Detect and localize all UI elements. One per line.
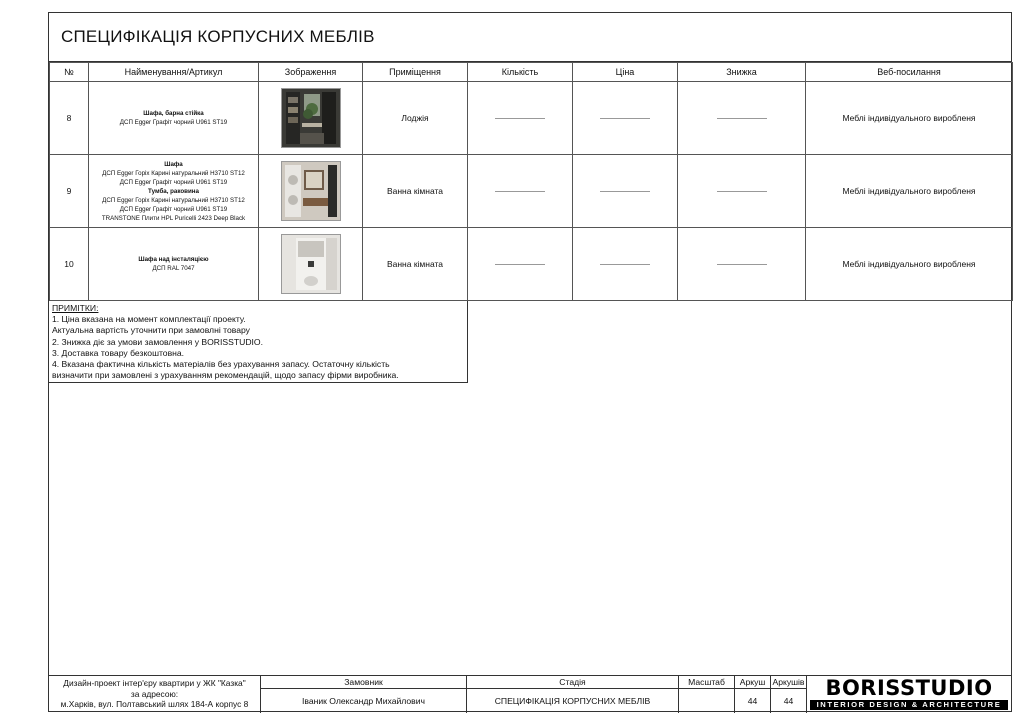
row-name-cell (89, 228, 259, 301)
item-name: Шафа над інсталяцією (138, 256, 209, 263)
note-line: 1. Ціна вказана на момент комплектації проекту. (52, 314, 246, 325)
drawing-sheet (48, 12, 1012, 712)
stage-cell (467, 676, 679, 713)
row-price (573, 155, 678, 228)
note-line: визначити при замовлені з урахуванням рекомендацій, щодо запасу фірми виробника. (52, 370, 399, 381)
table-row (50, 155, 1013, 228)
row-name-cell (89, 155, 259, 228)
row-number: 8 (50, 82, 89, 155)
sheets-label: Аркушів (772, 677, 805, 687)
row-room: Лоджія (363, 82, 468, 155)
row-quantity (468, 82, 573, 155)
page-title: СПЕЦИФІКАЦІЯ КОРПУСНИХ МЕБЛІВ (61, 27, 375, 46)
specification-table (49, 62, 1013, 301)
scale-label: Масштаб (679, 676, 734, 689)
empty-dash (600, 264, 650, 265)
row-image-cell (259, 82, 363, 155)
sheet-label: Аркуш (735, 676, 770, 689)
item-name: Шафа, барна стійка (143, 110, 204, 117)
note-line: 4. Вказана фактична кількість матеріалів без урахування запасу. Остаточну кількість (52, 359, 390, 370)
empty-dash (600, 118, 650, 119)
stage-label: Стадія (467, 676, 678, 689)
row-room: Ванна кімната (363, 155, 468, 228)
empty-dash (495, 118, 545, 119)
empty-dash (495, 191, 545, 192)
client-cell (261, 676, 467, 713)
col-header-image: Зображення (259, 63, 363, 82)
note-line: Актуальна вартість уточнити при замовлні товару (52, 325, 250, 336)
sheets-value: 44 (783, 696, 794, 706)
item-material: ДСП RAL 7047 (152, 265, 195, 272)
col-header-quantity: Кількість (468, 63, 573, 82)
col-header-web-link: Веб-посилання (806, 63, 1013, 82)
sheet-cell (735, 676, 771, 713)
item-material: ДСП Egger Горіх Карині натуральний H3710 ST12 (102, 196, 245, 204)
empty-dash (495, 264, 545, 265)
title-block (49, 675, 1012, 713)
notes-heading: ПРИМІТКИ: (52, 303, 99, 313)
borisstudio-logo (807, 677, 1011, 712)
stage-value: СПЕЦИФІКАЦІЯ КОРПУСНИХ МЕБЛІВ (494, 696, 651, 706)
row-name-cell (89, 82, 259, 155)
empty-dash (600, 191, 650, 192)
note-line: 2. Знижка діє за умови замовлення у BORISSTUDIO. (52, 336, 263, 347)
row-number: 9 (50, 155, 89, 228)
table-row (50, 82, 1013, 155)
col-header-name: Найменування/Артикул (89, 63, 259, 82)
item-material: ДСП Egger Горіх Карині натуральний H3710 ST12 (102, 169, 245, 177)
bathroom-cabinet-photo (281, 161, 341, 221)
row-discount (678, 82, 806, 155)
client-value: Іваник Олександр Михайлович (301, 696, 426, 706)
col-header-discount: Знижка (678, 63, 806, 82)
item-name: Тумба, раковина (148, 187, 199, 195)
row-quantity (468, 155, 573, 228)
project-line: м.Харків, вул. Полтавський шлях 184-А корпус 8 (60, 699, 249, 709)
wardrobe-bar-photo (281, 88, 341, 148)
table-row (50, 228, 1013, 301)
row-price (573, 82, 678, 155)
item-material: ДСП Egger Графіт чорний U961 ST19 (119, 205, 228, 213)
sheet-value: 44 (747, 696, 758, 706)
row-web-link: Меблі індивідуального виробленя (806, 228, 1013, 301)
project-line: Дизайн-проект інтер'єру квартири у ЖК "Казка" (63, 678, 246, 688)
scale-cell (679, 676, 735, 713)
row-image-cell (259, 155, 363, 228)
notes-block (49, 301, 468, 383)
row-discount (678, 155, 806, 228)
logo-wordmark: BORISSTUDIO (825, 676, 993, 700)
client-label: Замовник (261, 676, 466, 689)
scale-value (679, 689, 734, 713)
row-web-link: Меблі індивідуального виробленя (806, 82, 1013, 155)
empty-dash (717, 118, 767, 119)
col-header-room: Приміщення (363, 63, 468, 82)
col-header-price: Ціна (573, 63, 678, 82)
empty-dash (717, 191, 767, 192)
row-price (573, 228, 678, 301)
installation-cabinet-photo (281, 234, 341, 294)
row-quantity (468, 228, 573, 301)
empty-dash (717, 264, 767, 265)
project-description (49, 676, 261, 713)
row-room: Ванна кімната (363, 228, 468, 301)
row-image-cell (259, 228, 363, 301)
item-name: Шафа (164, 160, 183, 168)
project-line: за адресою: (130, 688, 179, 699)
sheets-cell (771, 676, 807, 713)
col-header-number: № (50, 63, 89, 82)
note-line: 3. Доставка товару безкоштовна. (52, 347, 185, 358)
logo-tagline: INTERIOR DESIGN & ARCHITECTURE (810, 700, 1008, 710)
table-header-row (50, 63, 1013, 82)
row-web-link: Меблі індивідуального виробленя (806, 155, 1013, 228)
item-material: ДСП Egger Графіт чорний U961 ST19 (119, 119, 228, 126)
item-material: TRANSTONE Плити HPL Puricelli 2423 Deep Black (101, 214, 246, 222)
row-number: 10 (50, 228, 89, 301)
item-material: ДСП Egger Графіт чорний U961 ST19 (119, 178, 228, 186)
row-discount (678, 228, 806, 301)
